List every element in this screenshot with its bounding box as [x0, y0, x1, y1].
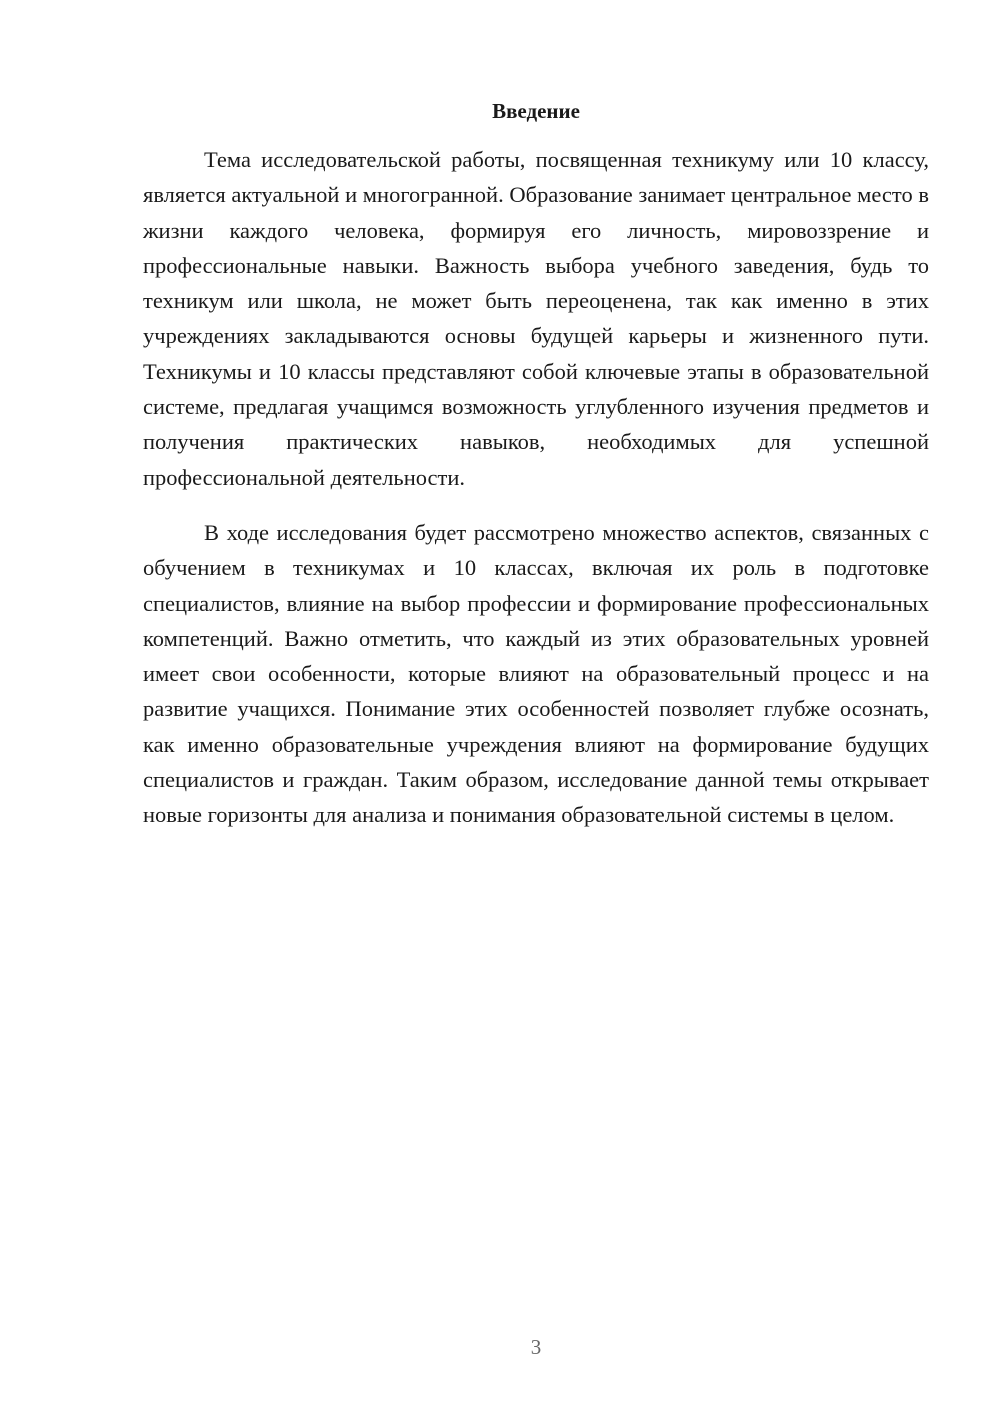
section-heading: Введение [492, 99, 580, 123]
body-text [143, 142, 929, 833]
page-number: 3 [530, 1335, 542, 1359]
paragraph-1: Тема исследовательской работы, посвященная техникуму или 10 классу, является актуальной и многогранной. Образование занимает центральное место в жизни каждого человека, формируя его личность, мировоззрение и профессиональные навыки. Важность выбора учебного заведения, будь то техникум или школа, не может быть переоценена, так как именно в этих учреждениях закладываются основы будущей карьеры и жизненного пути. Техникумы и 10 классы представляют собой ключевые этапы в образовательной системе, предлагая учащимся возможность углубленного изучения предметов и получения практических навыков, необходимых для успешной профессиональной деятельности. [143, 147, 929, 490]
paragraph-2: В ходе исследования будет рассмотрено множество аспектов, связанных с обучением в техникумах и 10 классах, включая их роль в подготовке специалистов, влияние на выбор профессии и формирование профессиональных компетенций. Важно отметить, что каждый из этих образовательных уровней имеет свои особенности, которые влияют на образовательный процесс и на развитие учащихся. Понимание этих особенностей позволяет глубже осознать, как именно образовательные учреждения влияют на формирование будущих специалистов и граждан. Таким образом, исследование данной темы открывает новые горизонты для анализа и понимания образовательной системы в целом. [143, 519, 929, 828]
